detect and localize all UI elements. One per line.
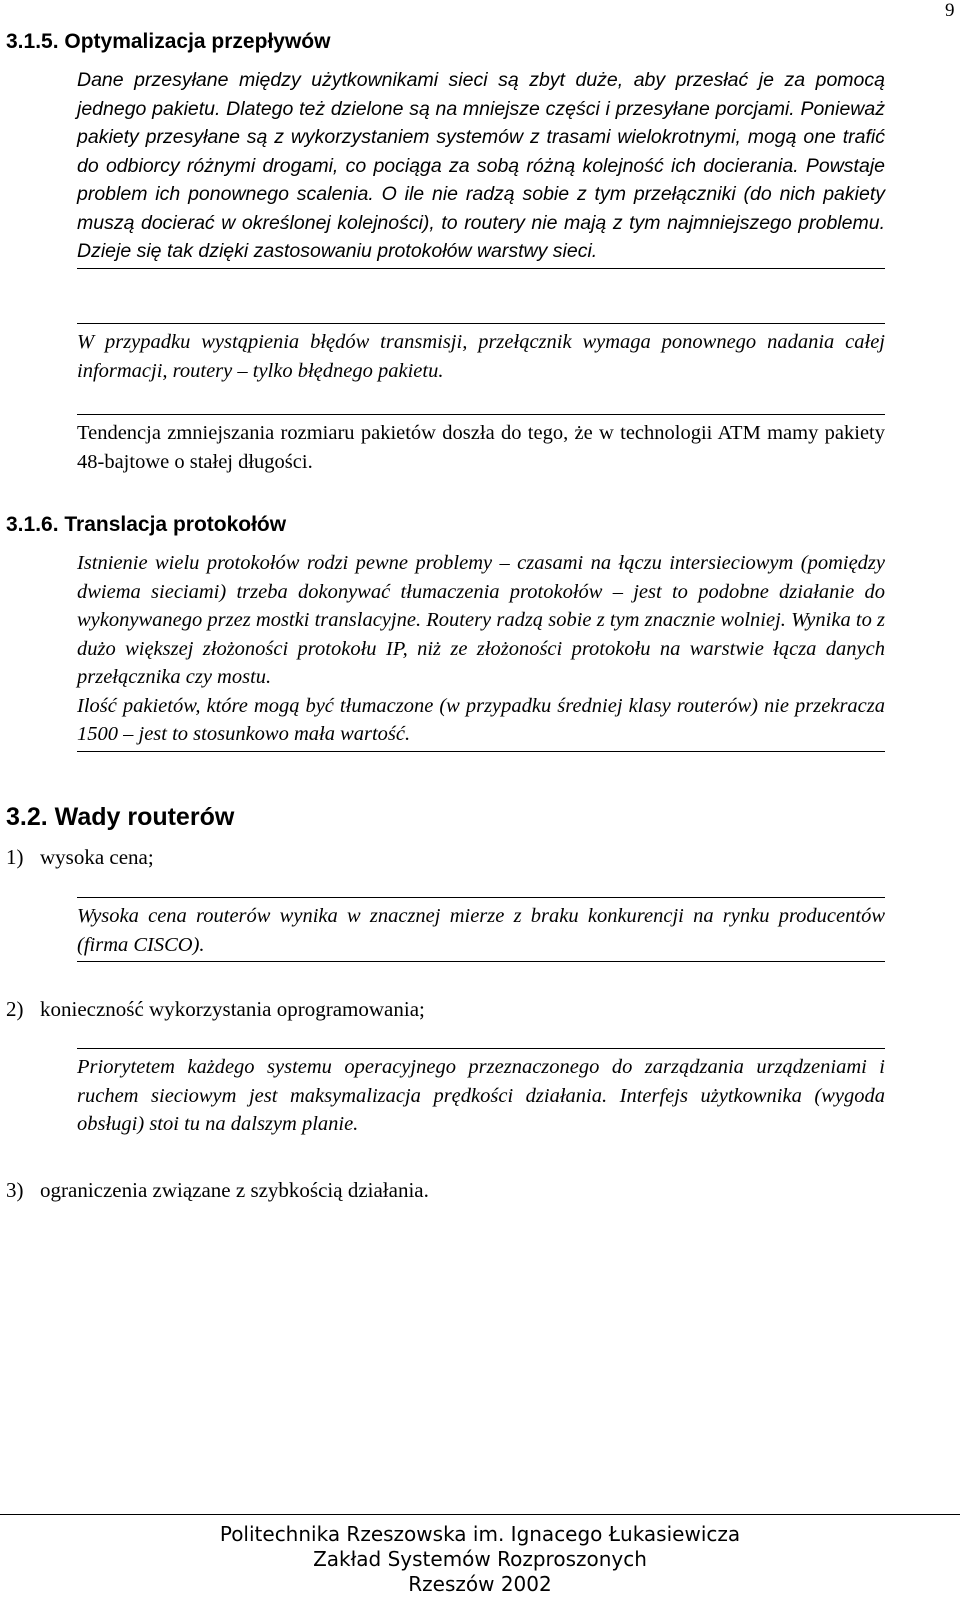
page-number: 9 — [945, 0, 955, 21]
note-transmission-errors — [77, 323, 885, 385]
note-packet-splitting — [77, 66, 885, 269]
footer-divider — [0, 1514, 960, 1515]
section-heading-3-1-5: 3.1.5. Optymalizacja przepływów — [6, 30, 331, 53]
list-item-number: 3) — [6, 1178, 24, 1202]
section-heading-3-1-6: 3.1.6. Translacja protokołów — [6, 513, 287, 536]
footer-place-year: Rzeszów 2002 — [408, 1572, 552, 1596]
note-text: Tendencja zmniejszania rozmiaru pakietów doszła do tego, że w technologii ATM mamy pakiety 48-bajtowe o stałej długości. — [77, 422, 885, 473]
page-footer — [0, 1522, 960, 1597]
footer-department: Zakład Systemów Rozproszonych — [313, 1547, 647, 1571]
list-item-label: ograniczenia związane z szybkością działania. — [40, 1178, 429, 1202]
list-item-number: 2) — [6, 997, 24, 1021]
note-text: Istnienie wielu protokołów rodzi pewne problemy – czasami na łączu intersieciowym (pomiędzy dwiema sieciami) trzeba dokonywać tłumaczenia protokołów – jest to podobne działanie do wykonywanego przez mostki translacyjne. Routery radzą sobie z tym znacznie wolniej. Wynika to z dużo większej złożoności protokołu IP, niż ze złożoności protokołu na warstwie łącza danych przełącznika czy mostu. — [77, 552, 885, 688]
section-heading-3-2: 3.2. Wady routerów — [6, 803, 235, 831]
note-router-price — [77, 897, 885, 962]
footer-university: Politechnika Rzeszowska im. Ignacego Łukasiewicza — [219, 1522, 741, 1546]
note-text: Wysoka cena routerów wynika w znacznej mierze z braku konkurencji na rynku producentów (firma CISCO). — [77, 905, 885, 956]
list-item — [6, 1178, 429, 1203]
note-atm-packets — [77, 414, 885, 476]
note-text: W przypadku wystąpienia błędów transmisji, przełącznik wymaga ponownego nadania całej informacji, routery – tylko błędnego pakietu. — [77, 331, 885, 382]
note-os-priority — [77, 1048, 885, 1139]
list-item-number: 1) — [6, 845, 24, 869]
note-text: Dane przesyłane między użytkownikami sieci są zbyt duże, aby przesłać je za pomocą jednego pakietu. Dlatego też dzielone są na mniejsze części i przesyłane porcjami. Ponieważ pakiety przesyłane są z wykorzystaniem systemów z trasami wielokrotnymi, mogą one trafić do odbiorcy różnymi drogami, co pociąga za sobą różną kolejność ich docierania. Powstaje problem ich ponownego scalenia. O ile nie radzą sobie z tym przełączniki (do nich pakiety muszą docierać w określonej kolejności), to routery nie mają z tym najmniejszego problemu. Dzieje się tak dzięki zastosowaniu protokołów warstwy sieci. — [77, 69, 885, 262]
note-text: Priorytetem każdego systemu operacyjnego przeznaczonego do zarządzania urządzeniami i ruchem sieciowym jest maksymalizacja prędkości działania. Interfejs użytkownika (wygoda obsługi) stoi tu na dalszym planie. — [77, 1056, 885, 1135]
list-item-label: konieczność wykorzystania oprogramowania; — [40, 997, 425, 1021]
list-item — [6, 997, 425, 1022]
list-item-label: wysoka cena; — [40, 845, 154, 869]
list-item — [6, 845, 154, 870]
note-protocol-translation — [77, 549, 885, 752]
note-text: Ilość pakietów, które mogą być tłumaczone (w przypadku średniej klasy routerów) nie przekracza 1500 – jest to stosunkowo mała wartość. — [77, 694, 885, 745]
